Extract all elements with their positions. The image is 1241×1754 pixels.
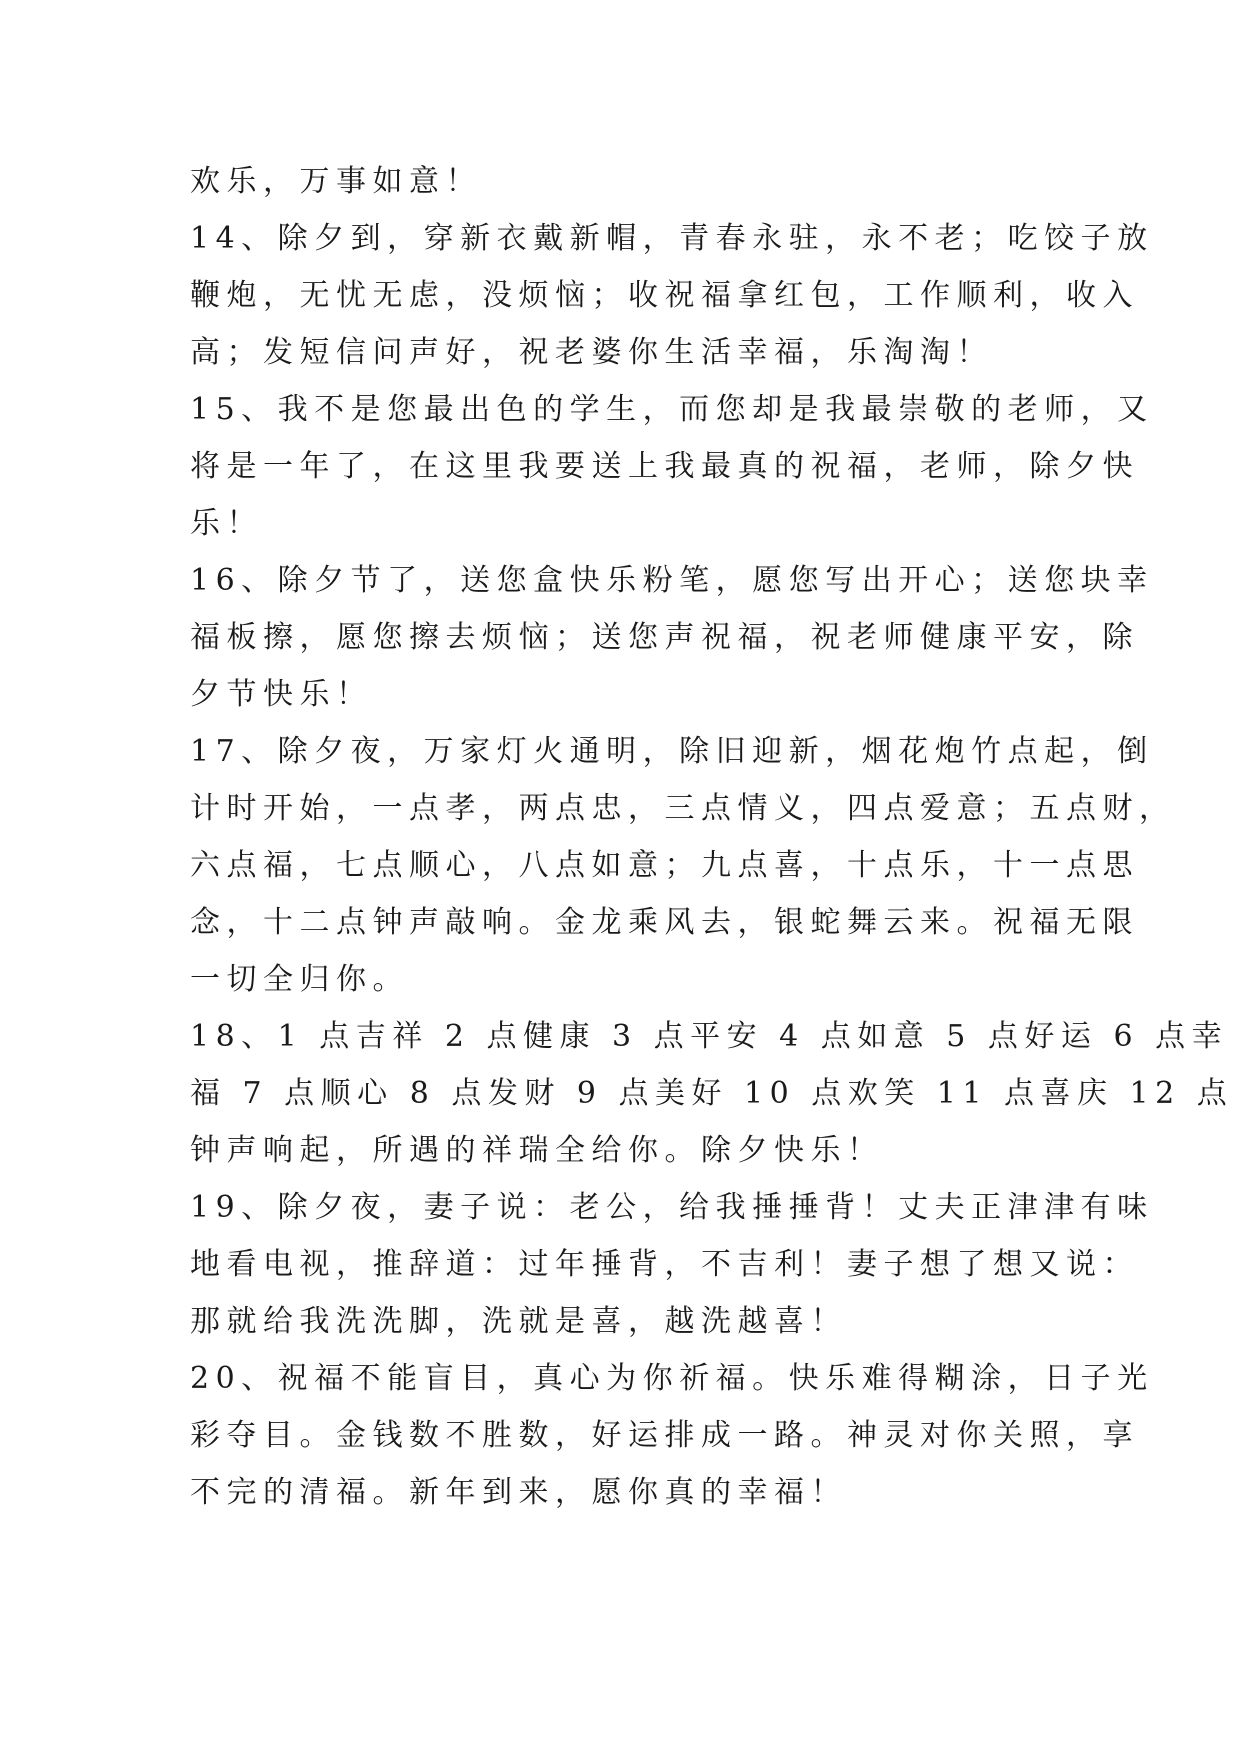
text-line: 16、除夕节了，送您盒快乐粉笔，愿您写出开心；送您块幸 bbox=[190, 563, 1154, 598]
text-line: 14、除夕到，穿新衣戴新帽，青春永驻，永不老；吃饺子放 bbox=[190, 221, 1154, 256]
text-line: 高；发短信问声好，祝老婆你生活幸福，乐淘淘！ bbox=[190, 335, 993, 370]
text-line: 17、除夕夜，万家灯火通明，除旧迎新，烟花炮竹点起，倒 bbox=[190, 734, 1154, 769]
text-line: 18、1 点吉祥 2 点健康 3 点平安 4 点如意 5 点好运 6 点幸 bbox=[190, 1019, 1229, 1054]
text-line: 乐！ bbox=[190, 506, 263, 541]
text-line: 福板擦，愿您擦去烦恼；送您声祝福，祝老师健康平安，除 bbox=[190, 620, 1139, 655]
text-line: 六点福，七点顺心，八点如意；九点喜，十点乐，十一点思 bbox=[190, 848, 1139, 883]
text-line: 将是一年了，在这里我要送上我最真的祝福，老师，除夕快 bbox=[190, 449, 1139, 484]
text-line: 计时开始，一点孝，两点忠，三点情义，四点爱意；五点财， bbox=[190, 791, 1176, 826]
text-line: 彩夺目。金钱数不胜数，好运排成一路。神灵对你关照，享 bbox=[190, 1418, 1139, 1453]
text-line: 鞭炮，无忧无虑，没烦恼；收祝福拿红包，工作顺利，收入 bbox=[190, 278, 1139, 313]
text-line: 不完的清福。新年到来，愿你真的幸福！ bbox=[190, 1475, 847, 1510]
text-line: 夕节快乐！ bbox=[190, 677, 373, 712]
text-line: 福 7 点顺心 8 点发财 9 点美好 10 点欢笑 11 点喜庆 12 点 bbox=[190, 1076, 1234, 1111]
text-line: 钟声响起，所遇的祥瑞全给你。除夕快乐！ bbox=[190, 1133, 884, 1168]
text-line: 一切全归你。 bbox=[190, 962, 409, 997]
text-line: 19、除夕夜，妻子说：老公，给我捶捶背！丈夫正津津有味 bbox=[190, 1190, 1154, 1225]
text-line: 20、祝福不能盲目，真心为你祈福。快乐难得糊涂，日子光 bbox=[190, 1361, 1154, 1396]
text-line: 地看电视，推辞道：过年捶背，不吉利！妻子想了想又说： bbox=[190, 1247, 1139, 1282]
text-line: 欢乐，万事如意！ bbox=[190, 164, 482, 199]
text-line: 15、我不是您最出色的学生，而您却是我最崇敬的老师，又 bbox=[190, 392, 1154, 427]
text-line: 念，十二点钟声敲响。金龙乘风去，银蛇舞云来。祝福无限 bbox=[190, 905, 1139, 940]
text-line: 那就给我洗洗脚，洗就是喜，越洗越喜！ bbox=[190, 1304, 847, 1339]
